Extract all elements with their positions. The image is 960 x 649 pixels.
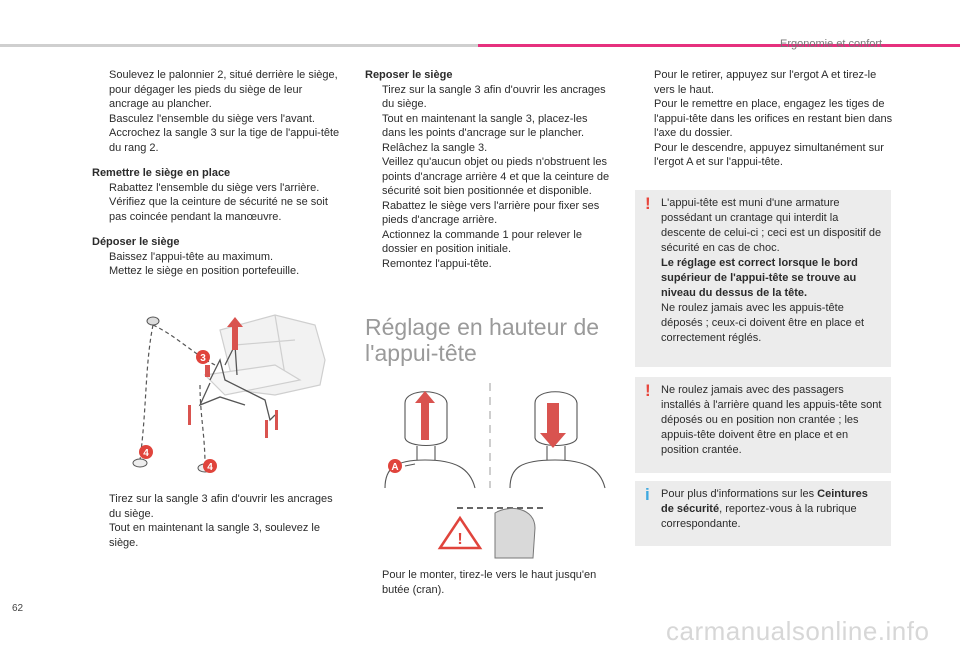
list-item: Accrochez la sangle 3 sur la tige de l'appui-tête du rang 2. <box>109 127 340 154</box>
column-3 <box>637 68 893 170</box>
list-item: Tirez sur la sangle 3 afin d'ouvrir les ancrages du siège. <box>382 83 606 110</box>
column-1-bottom <box>92 492 340 550</box>
list-item: Tout en maintenant la sangle 3, soulevez le siège. <box>109 522 320 549</box>
seat-removal-figure <box>125 305 340 475</box>
subheading-reposer: Reposer le siège <box>365 69 453 81</box>
warning-icon: ! <box>645 194 651 213</box>
list-item: Remontez l'appui-tête. <box>382 257 492 270</box>
list-item: Veillez qu'aucun objet ou pieds n'obstruent les points d'ancrage arrière 4 et que la ceinture de sécurité soit bien positionnée et disponible. <box>382 156 610 197</box>
list-item: Pour le retirer, appuyez sur l'ergot A et tirez-le vers le haut. <box>654 69 877 96</box>
page-number: 62 <box>12 603 24 614</box>
list-item: Rabattez le siège vers l'arrière pour fixer ses pieds d'ancrage arrière. <box>382 199 600 226</box>
figure-label-4a: 4 <box>143 448 149 459</box>
info-icon: i <box>645 485 650 504</box>
list-item: Pour le remettre en place, engagez les tiges de l'appui-tête dans les orifices en restant bien dans l'axe du dossier. <box>654 98 893 139</box>
column-2-bottom <box>365 568 615 597</box>
list-item: Rabattez l'ensemble du siège vers l'arrière. <box>109 181 320 194</box>
list-item: Actionnez la commande 1 pour relever le dossier en position initiale. <box>382 228 582 255</box>
list-item: Pour le descendre, appuyez simultanément sur l'ergot A et sur l'appui-tête. <box>654 141 884 168</box>
svg-text:!: ! <box>457 531 463 548</box>
warning-box-passengers: ! Ne roulez jamais avec des passagers installés à l'arrière quand les appuis-tête sont déposés ou en position non crantée ; les appuis-tête doivent être en place et en position crantée. <box>635 377 891 473</box>
section-header-title: Ergonomie et confort <box>780 38 883 50</box>
list-item: Basculez l'ensemble du siège vers l'avant. <box>109 112 315 125</box>
list-item: Soulevez le palonnier 2, situé derrière le siège, pour dégager les pieds du siège de leur ancrage au plancher. <box>109 69 338 110</box>
warning-box-headrest: ! L'appui-tête est muni d'une armature possédant un crantage qui interdit la descente de celui-ci ; ceci est un dispositif de sécurité en cas de choc. Le réglage est correct lorsque le bord supérieur de l'appui-tête se trouve au niveau du dessus de la tête. Ne roulez jamais avec les appuis-tête déposés ; ceux-ci doivent être en place et correctement réglés. <box>635 190 891 367</box>
section-heading: Réglage en hauteur de l'appui-tête <box>365 314 600 366</box>
list-item: Pour le monter, tirez-le vers le haut jusqu'en butée (cran). <box>382 569 597 596</box>
headrest-height-figure <box>385 378 615 568</box>
figure-label-4b: 4 <box>207 462 213 473</box>
list-item: Tirez sur la sangle 3 afin d'ouvrir les ancrages du siège. <box>109 493 333 520</box>
header-accent-rule <box>478 44 960 47</box>
figure-label-3: 3 <box>200 353 206 364</box>
list-item: Tout en maintenant la sangle 3, placez-les dans les points d'ancrage sur le plancher. <box>382 112 588 139</box>
list-item: Mettez le siège en position portefeuille. <box>109 265 300 277</box>
figure-label-A: A <box>391 462 399 473</box>
watermark: carmanualsonline.info <box>666 616 930 646</box>
info-box-seatbelts: i Pour plus d'informations sur les Ceintures de sécurité, reportez-vous à la rubrique correspondante. <box>635 481 891 546</box>
warning-icon: ! <box>645 381 651 400</box>
list-item: Baissez l'appui-tête au maximum. <box>109 250 274 263</box>
subheading-deposer: Déposer le siège <box>92 236 180 248</box>
header-rule <box>0 44 478 47</box>
subheading-remettre: Remettre le siège en place <box>92 167 231 179</box>
column-2 <box>365 68 610 271</box>
column-1 <box>92 68 340 279</box>
list-item: Relâchez la sangle 3. <box>382 141 488 154</box>
list-item: Vérifiez que la ceinture de sécurité ne se soit pas coincée pendant la manœuvre. <box>109 196 328 223</box>
